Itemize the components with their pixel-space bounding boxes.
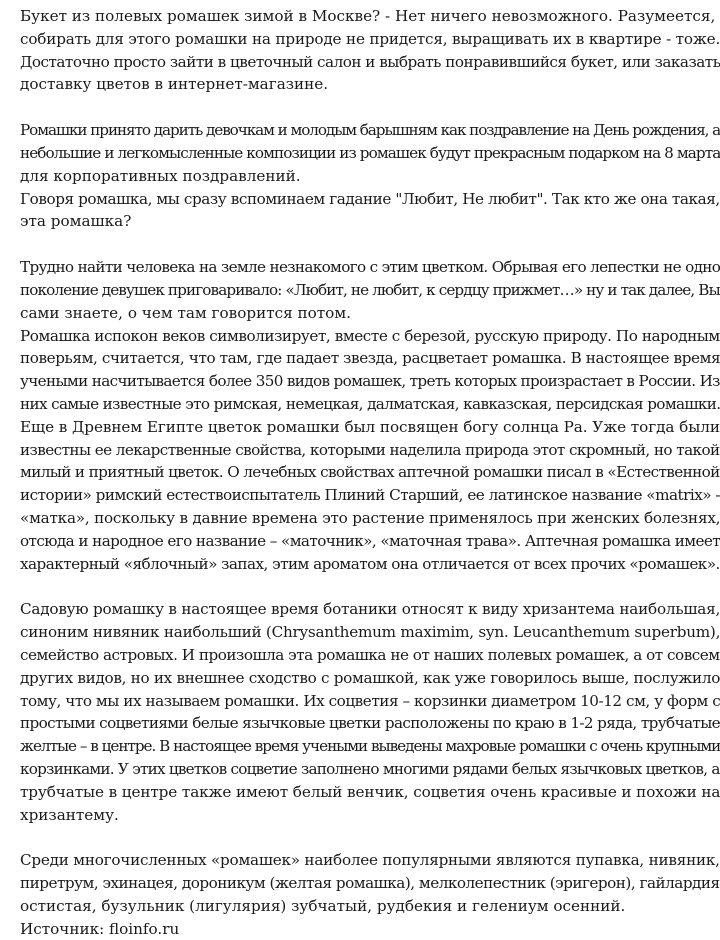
text-line: пиретрум, эхинацея, дороникум (желтая ромашка), мелколепестник (эригерон), гайлардия: [20, 874, 720, 893]
paragraph-fortune: [20, 188, 720, 234]
text-line: семейство астровых. И произошла эта ромашка не от наших полевых ромашек, а от совсем: [20, 645, 720, 664]
text-line: Среди многочисленных «ромашек» наиболее популярными являются пупавка, нивяник,: [20, 851, 720, 870]
paragraph-varieties: [20, 849, 720, 917]
text-line: синоним нивяник наибольший (Chrysanthemum maximim, syn. Leucanthemum superbum),: [20, 623, 720, 642]
text-line: известны ее лекарственные свойства, которыми наделила природа этот скромный, но такой: [20, 440, 720, 459]
text-line: желтые – в центре. В настоящее время учеными выведены махровые ромашки с очень крупными: [20, 737, 720, 756]
text-line: Достаточно просто зайти в цветочный салон и выбрать понравившийся букет, или заказать: [20, 52, 720, 71]
text-line: Букет из полевых ромашек зимой в Москве? - Нет ничего невозможного. Разумеется,: [20, 7, 716, 25]
text-line: для корпоративных поздравлений.: [20, 166, 301, 185]
text-line: Садовую ромашку в настоящее время ботаники относят к виду хризантема наибольшая,: [20, 600, 720, 619]
text-line: корзинками. У этих цветков соцветие заполнено многими рядами белых язычковых цветков, а: [20, 759, 720, 778]
text-line: Ромашки принято дарить девочкам и молодым барышням как поздравление на День рождения, а: [20, 121, 720, 140]
text-line: собирать для этого ромашки на природе не придется, выращивать их в квартире - тоже.: [20, 29, 720, 48]
text-line: тому, что мы их называем ромашки. Их соцветия – корзинки диаметром 10-12 см, у форм с: [20, 691, 720, 710]
paragraph-known: [20, 256, 720, 324]
text-line: эта ромашка?: [20, 212, 132, 231]
text-line: Еще в Древнем Египте цветок ромашки был посвящен богу солнца Ра. Уже тогда были: [20, 417, 720, 436]
text-line: «матка», поскольку в давние времена это растение применялось при женских болезнях,: [20, 508, 720, 527]
text-line: поколение девушек приговаривало: «Любит, не любит, к сердцу прижмет…» ну и так далее, Вы: [20, 280, 720, 299]
text-line: истории» римский естествоиспытатель Плиний Старший, ее латинское название «matrix» -: [20, 486, 720, 505]
text-line: учеными насчитывается более 350 видов ромашек, треть которых произрастает в России. Из: [20, 372, 720, 391]
paragraph-egypt: [20, 416, 720, 576]
paragraph-gap: [20, 826, 720, 849]
text-line: других видов, но их внешнее сходство с ромашкой, как уже говорилось выше, послужило: [20, 668, 720, 687]
text-line: доставку цветов в интернет-магазине.: [20, 75, 329, 94]
text-line: сами знаете, о чем там говорится потом.: [20, 303, 351, 322]
text-line: трубчатые в центре также имеют белый венчик, соцветия очень красивые и похожи на: [20, 782, 720, 801]
text-line: них самые известные это римская, немецкая, далматская, кавказская, персидская ромашки.: [20, 394, 720, 413]
paragraph-gifts: [20, 119, 720, 187]
text-line: Говоря ромашка, мы сразу вспоминаем гадание "Любит, Не любит". Так кто же она такая,: [20, 189, 720, 208]
paragraph-gap: [20, 233, 720, 256]
text-line: Трудно найти человека на земле незнакомого с этим цветком. Обрывая его лепестки не одно: [20, 258, 720, 277]
text-line: милый и приятный цветок. О лечебных свойствах аптечной ромашки писал в «Естественной: [20, 463, 720, 482]
paragraph-gap: [20, 96, 720, 119]
text-line: отсюда и народное его название – «маточник», «маточная трава». Аптечная ромашка имеет: [20, 531, 720, 550]
text-line: характерный «яблочный» запах, этим ароматом она отличается от всех прочих «ромашек».: [20, 554, 720, 573]
paragraph-garden: [20, 598, 720, 826]
paragraph-symbol: [20, 325, 720, 416]
text-line: Ромашка испокон веков символизирует, вместе с березой, русскую природу. По народным: [20, 326, 720, 345]
paragraph-gap: [20, 575, 720, 598]
text-line: небольшие и легкомысленные композиции из ромашек будут прекрасным подарком на 8 марта: [20, 143, 720, 162]
text-line: поверьям, считается, что там, где падает звезда, расцветает ромашка. В настоящее время: [20, 349, 720, 368]
source-text: Источник: floinfo.ru: [20, 919, 180, 938]
source-credit: [20, 918, 720, 940]
text-line: остистая, бузульник (лигулярия) зубчатый, рудбекия и гелениум осенний.: [20, 896, 626, 915]
text-line: простыми соцветиями белые язычковые цветки расположены по краю в 1-2 ряда, трубчатые: [20, 714, 720, 733]
text-line: хризантему.: [20, 805, 119, 824]
paragraph-intro: [20, 5, 720, 96]
